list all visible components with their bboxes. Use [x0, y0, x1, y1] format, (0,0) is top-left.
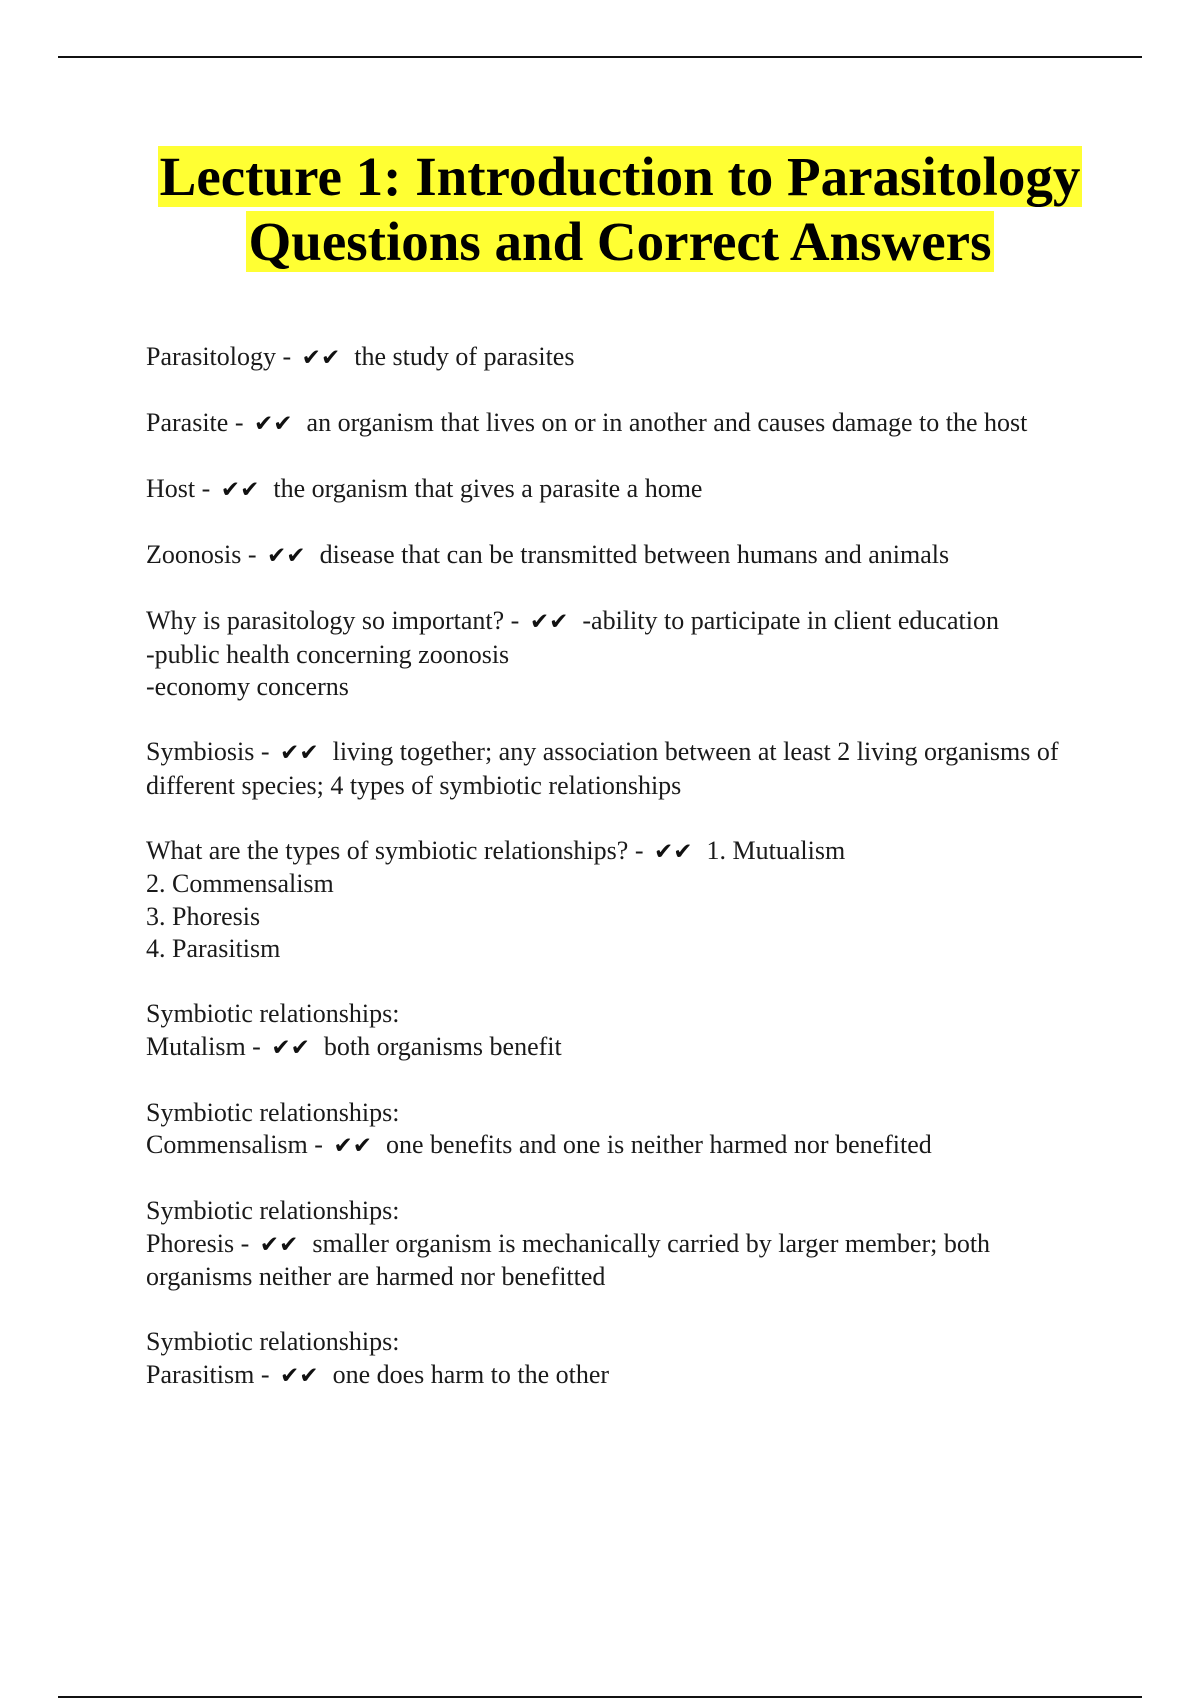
qa-item [146, 605, 1096, 704]
qa-main-line [146, 736, 1096, 802]
qa-answer-continuation: 4. Parasitism [146, 934, 281, 963]
qa-separator: - [234, 1228, 256, 1258]
qa-term: Commensalism [146, 1130, 308, 1159]
qa-separator: - [628, 835, 650, 865]
qa-answer: -ability to participate in client education [582, 606, 999, 635]
qa-main-line [146, 539, 1096, 573]
qa-term: Parasitism [146, 1359, 255, 1389]
qa-answer: smaller organism is mechanically carried by larger member; both organisms neither are harmed nor benefitted [146, 1228, 997, 1291]
qa-separator: - [307, 1130, 330, 1159]
qa-separator: - [276, 342, 298, 371]
qa-term: Parasite [146, 408, 229, 437]
qa-answer: both organisms benefit [323, 1031, 562, 1061]
qa-main-line [146, 1129, 1096, 1163]
qa-item [146, 473, 1096, 507]
qa-answer: an organism that lives on or in another and causes damage to the host [306, 408, 1028, 437]
double-check-icon: ✔✔ [529, 609, 569, 635]
double-check-icon: ✔✔ [301, 345, 341, 371]
qa-separator: - [254, 737, 277, 766]
qa-main-line [146, 605, 1096, 639]
qa-separator: - [254, 1359, 277, 1389]
qa-term: Zoonosis [146, 540, 242, 569]
qa-item [146, 1097, 1096, 1163]
qa-item [146, 1326, 1096, 1392]
qa-separator: - [504, 606, 526, 635]
qa-item [146, 407, 1096, 441]
bottom-rule [58, 1696, 1142, 1698]
qa-answer-continuation: 2. Commensalism [146, 869, 334, 898]
qa-answer: the organism that gives a parasite a home [273, 474, 703, 503]
qa-separator: - [241, 540, 264, 569]
qa-separator: - [228, 408, 250, 437]
qa-answer: 1. Mutualism [706, 835, 846, 865]
qa-term: What are the types of symbiotic relationships? [146, 835, 629, 865]
top-rule [58, 56, 1142, 58]
page-title [130, 144, 1110, 274]
qa-answer: one benefits and one is neither harmed nor benefited [386, 1130, 932, 1159]
double-check-icon: ✔✔ [333, 1133, 372, 1159]
qa-answer: one does harm to the other [332, 1359, 610, 1389]
qa-main-line [146, 341, 1096, 375]
qa-term: Symbiosis [146, 737, 255, 766]
qa-term: Parasitology [146, 342, 276, 371]
qa-answer-continuation: -economy concerns [146, 672, 349, 701]
double-check-icon: ✔✔ [220, 477, 260, 503]
qa-list [146, 341, 1096, 1425]
qa-answer-continuation: -public health concerning zoonosis [146, 639, 510, 669]
qa-main-line [146, 1031, 1096, 1065]
qa-main-line [146, 473, 1096, 507]
double-check-icon: ✔✔ [653, 838, 693, 865]
qa-main-line [146, 407, 1096, 441]
qa-category-label: Symbiotic relationships: [146, 1196, 400, 1225]
qa-item [146, 539, 1096, 573]
qa-item [146, 998, 1096, 1064]
qa-answer: disease that can be transmitted between humans and animals [319, 540, 950, 569]
qa-answer-continuation: 3. Phoresis [146, 901, 261, 931]
qa-separator: - [195, 474, 217, 503]
qa-answer: living together; any association between at least 2 living organisms of different species; 4 types of symbiotic relationships [146, 737, 1066, 800]
qa-term: Mutalism [146, 1031, 246, 1061]
qa-category-label: Symbiotic relationships: [146, 1097, 400, 1127]
qa-item [146, 341, 1096, 375]
double-check-icon: ✔✔ [259, 1231, 299, 1258]
qa-item [146, 1195, 1096, 1294]
qa-main-line [146, 1359, 1096, 1393]
qa-category-label: Symbiotic relationships: [146, 1327, 400, 1356]
double-check-icon: ✔✔ [280, 740, 319, 766]
qa-term: Why is parasitology so important? [146, 606, 505, 635]
qa-item [146, 736, 1096, 802]
double-check-icon: ✔✔ [253, 411, 293, 437]
page-title-highlight: Lecture 1: Introduction to Parasitology Questions and Correct Answers [159, 146, 1081, 272]
qa-separator: - [245, 1031, 268, 1061]
double-check-icon: ✔✔ [267, 543, 306, 569]
double-check-icon: ✔✔ [271, 1034, 310, 1061]
qa-main-line [146, 1228, 1096, 1294]
qa-main-line [146, 835, 1096, 869]
qa-term: Phoresis [146, 1228, 235, 1258]
qa-item [146, 835, 1096, 966]
qa-category-label: Symbiotic relationships: [146, 999, 400, 1028]
qa-term: Host [146, 474, 196, 503]
double-check-icon: ✔✔ [280, 1362, 319, 1389]
qa-answer: the study of parasites [354, 342, 575, 371]
